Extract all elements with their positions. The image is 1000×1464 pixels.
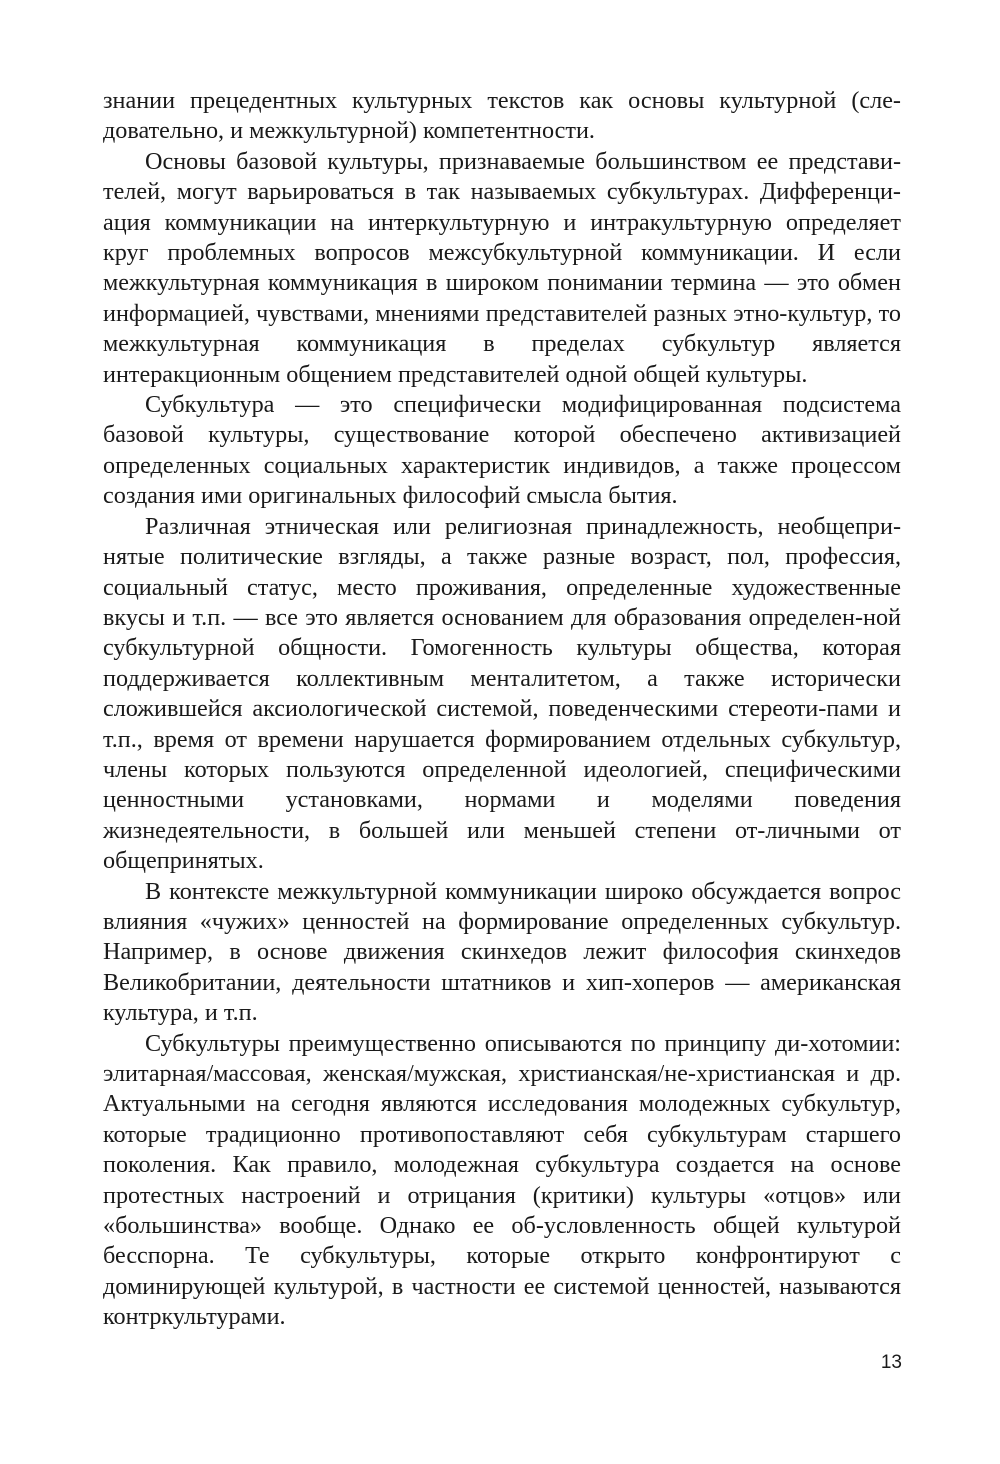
paragraph-4: Различная этническая или религиозная принадлежность, необщепри-нятые политические взгляды, а также разные возраст, пол, профессия, социальный статус, место проживания, определенные художественные вкусы и т.п. — все это является основанием для образования определен-ной субкультурной общности. Гомогенность культуры общества, которая поддерживается коллективным менталитетом, а также исторически сложившейся аксиологической системой, поведенческими стереоти-пами и т.п., время от времени нарушается формированием отдельных субкультур, члены которых пользуются определенной идеологией, специфическими ценностными установками, нормами и моделями поведения жизнедеятельности, в большей или меньшей степени от-личными от общепринятых. (103, 512, 901, 875)
paragraph-2: Основы базовой культуры, признаваемые большинством ее представи-телей, могут варьироваться в так называемых субкультурах. Дифференци-ация коммуникации на интеркультурную и интракультурную определяет круг проблемных вопросов межсубкультурной коммуникации. И если межкультурная коммуникация в широком понимании термина — это обмен информацией, чувствами, мнениями представителей разных этно-культур, то межкультурная коммуникация в пределах субкультур является интеракционным общением представителей одной общей культуры. (103, 147, 901, 388)
page-body (103, 86, 901, 1333)
paragraph-3: Субкультура — это специфически модифицированная подсистема базовой культуры, существование которой обеспечено активизацией определенных социальных характеристик индивидов, а также процессом создания ими оригинальных философий смысла бытия. (103, 391, 901, 510)
paragraph-6: Субкультуры преимущественно описываются по принципу ди-хотомии: элитарная/массовая, женская/мужская, христианская/не-христианская и др. Актуальными на сегодня являются исследования молодежных субкультур, которые традиционно противопоставляют себя субкультурам старшего поколения. Как правило, молодежная субкультура создается на основе протестных настроений и отрицания (критики) культуры «отцов» или «большинства» вообще. Однако ее об-условленность общей культурой бесспорна. Те субкультуры, которые открыто конфронтируют с доминирующей культурой, в частности ее системой ценностей, называются контркультурами. (103, 1029, 901, 1331)
paragraph-1: знании прецедентных культурных текстов как основы культурной (сле-довательно, и межкультурной) компетентности. (103, 87, 901, 145)
page-number: 13 (880, 1352, 902, 1373)
paragraph-5: В контексте межкультурной коммуникации широко обсуждается вопрос влияния «чужих» ценностей на формирование определенных субкультур. Например, в основе движения скинхедов лежит философия скинхедов Великобритании, деятельности штатников и хип-хоперов — американская культура, и т.п. (103, 877, 901, 1027)
